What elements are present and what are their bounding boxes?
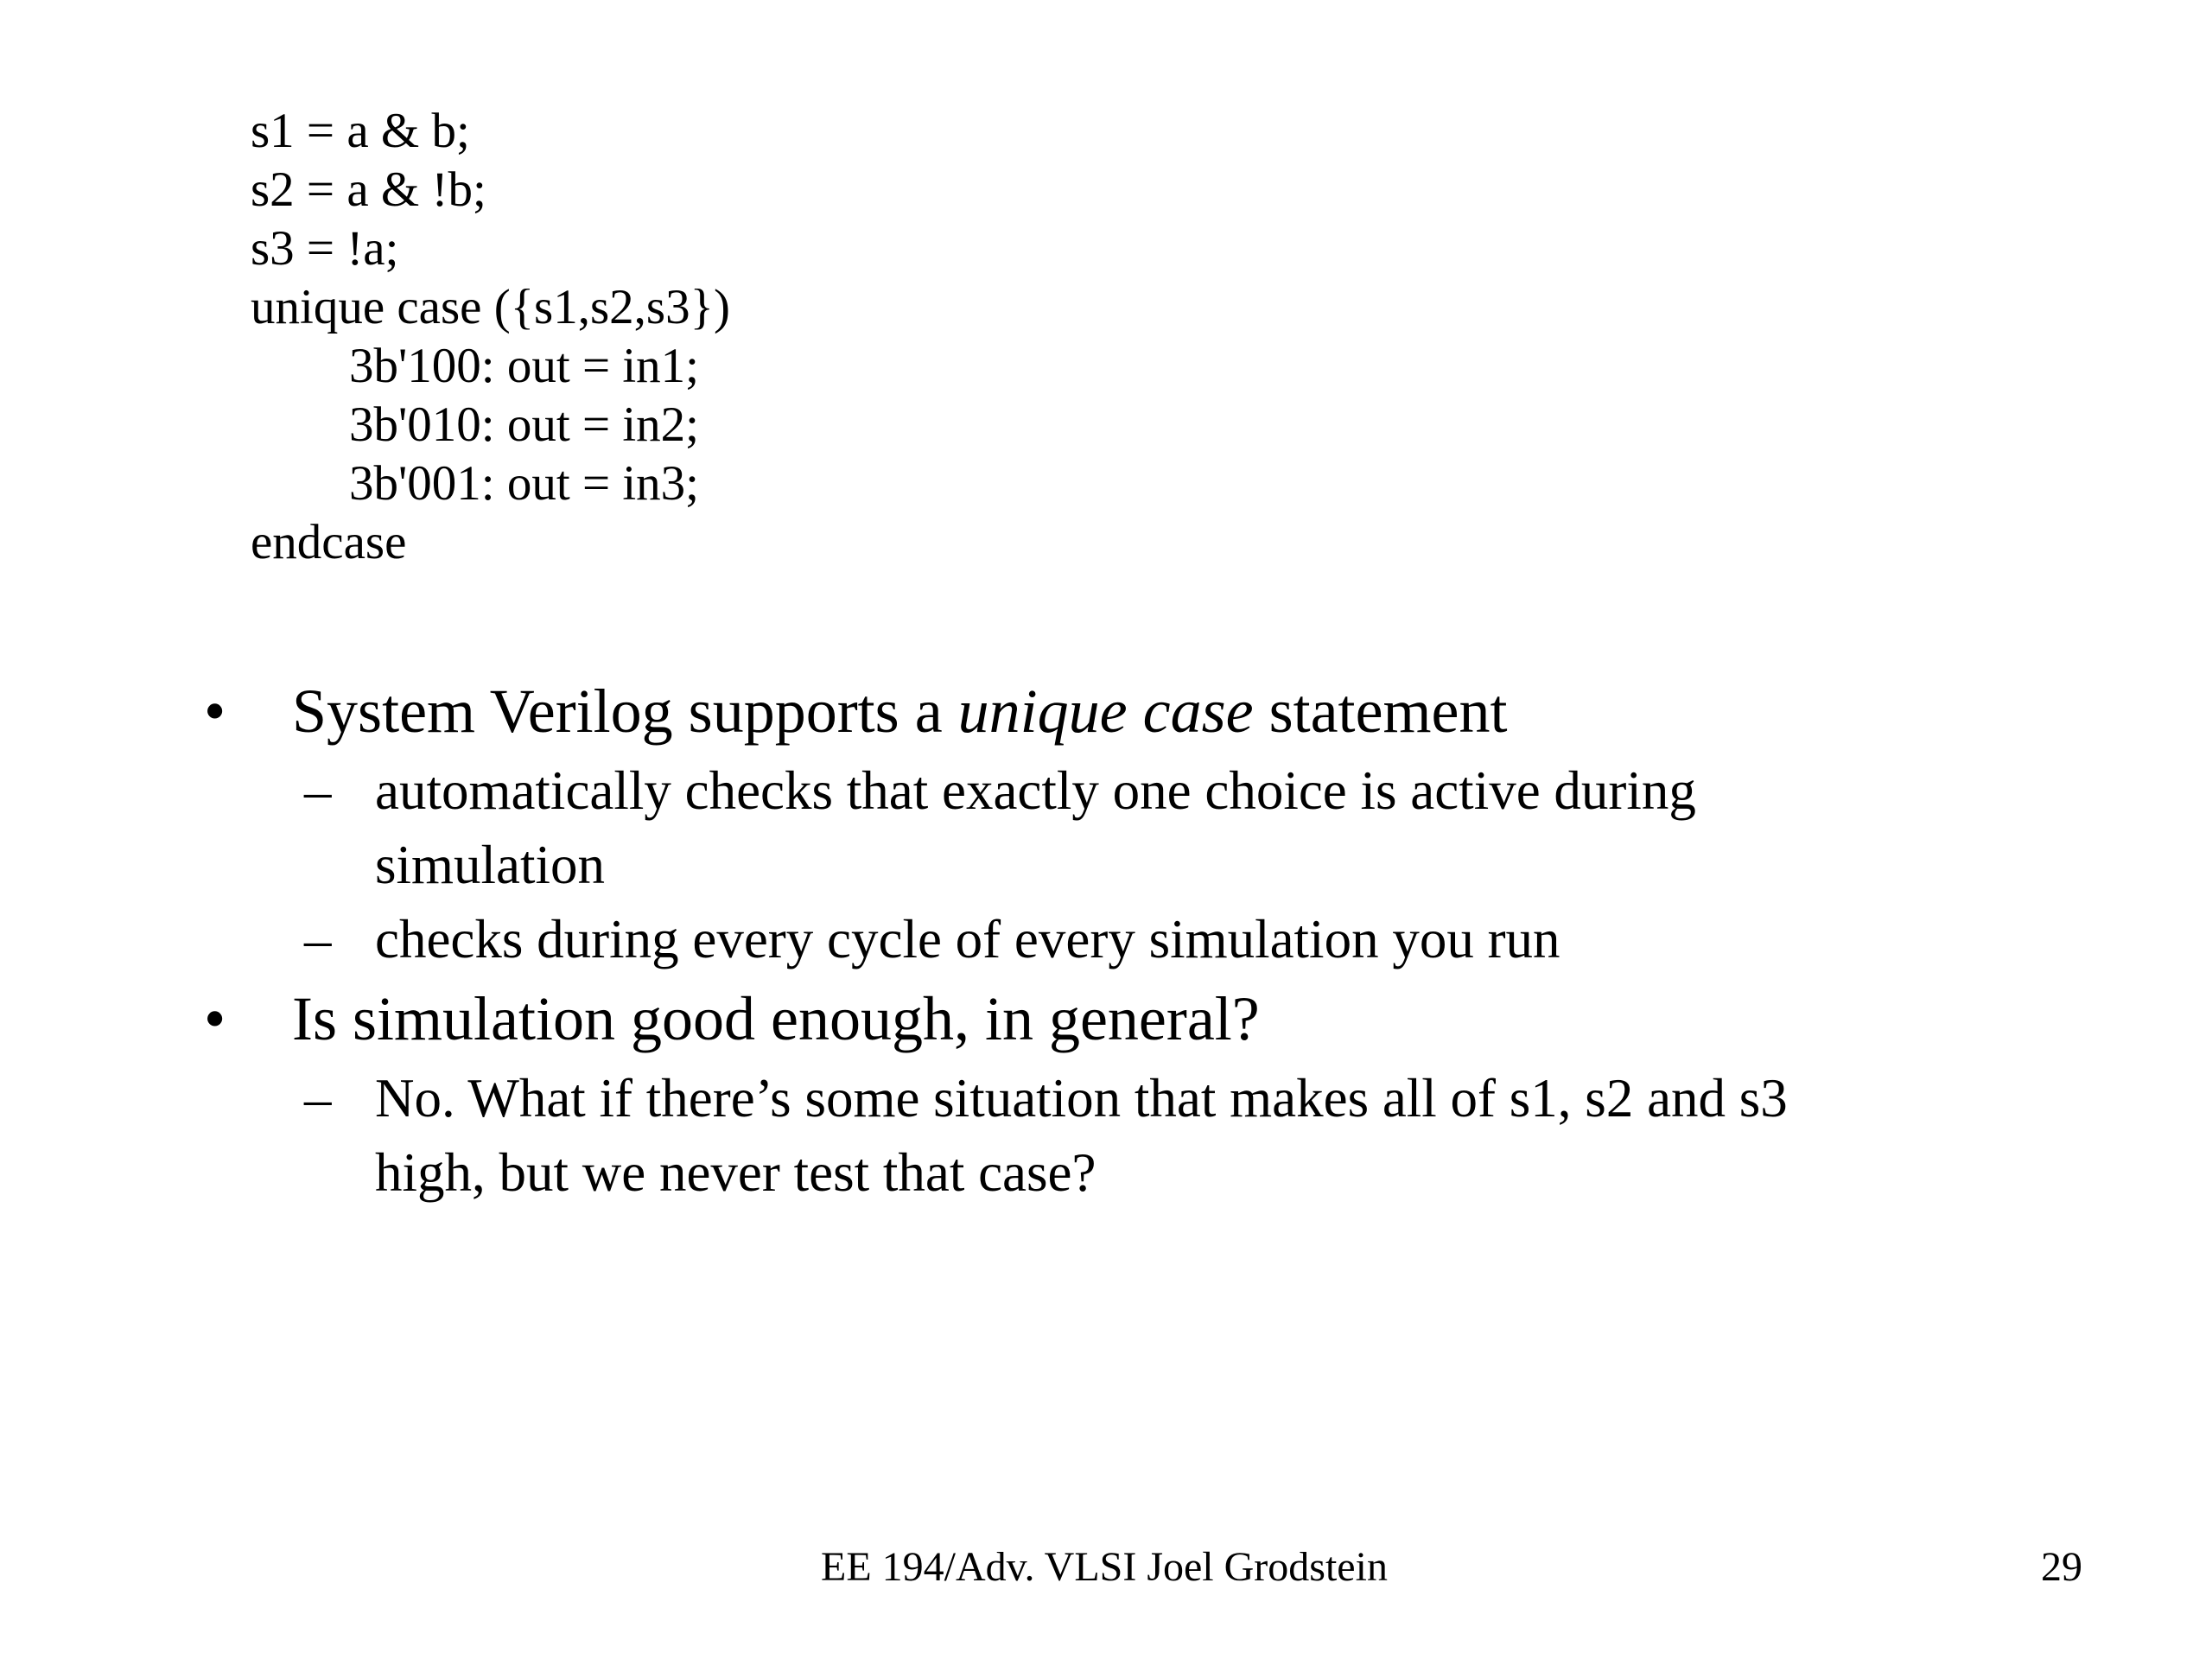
sub-bullet-line: high, but we never test that case? bbox=[375, 1142, 1096, 1203]
sub-bullet-line: simulation bbox=[375, 835, 605, 895]
code-line: 3b'100: out = in1; bbox=[349, 339, 700, 393]
bullet-item bbox=[0, 982, 2212, 1056]
bullet-text-italic: unique case bbox=[957, 677, 1254, 746]
sub-bullet-marker: – bbox=[304, 760, 332, 821]
bullet-text: Is simulation good enough, in general? bbox=[292, 984, 1260, 1053]
bullet-item bbox=[0, 674, 2212, 748]
code-line: unique case ({s1,s2,s3}) bbox=[251, 280, 730, 334]
sub-bullet-text bbox=[375, 902, 2017, 976]
sub-bullet-item bbox=[0, 902, 2212, 976]
sub-bullet-item bbox=[0, 753, 2212, 902]
footer-text: EE 194/Adv. VLSI Joel Grodstein bbox=[821, 1544, 1388, 1590]
sub-bullet-marker: – bbox=[304, 1068, 332, 1128]
bullet-text bbox=[292, 674, 1507, 748]
sub-bullet-marker: – bbox=[304, 909, 332, 969]
code-line: s2 = a & !b; bbox=[251, 162, 486, 217]
sub-bullet-text bbox=[375, 753, 2017, 902]
bullet-text-plain: statement bbox=[1253, 677, 1508, 746]
code-line: endcase bbox=[251, 515, 407, 569]
sub-bullet-line: checks during every cycle of every simulation you run bbox=[375, 909, 1560, 969]
bullet-marker: • bbox=[204, 984, 226, 1053]
bullet-list bbox=[0, 674, 2212, 1210]
code-line: s1 = a & b; bbox=[251, 104, 470, 158]
sub-bullet-text bbox=[375, 1061, 2017, 1210]
bullet-text-plain: System Verilog supports a bbox=[292, 677, 958, 746]
slide-number: 29 bbox=[2041, 1544, 2082, 1590]
code-line: 3b'001: out = in3; bbox=[349, 456, 700, 511]
code-block bbox=[251, 102, 730, 572]
bullet-marker: • bbox=[204, 677, 226, 746]
code-line: 3b'010: out = in2; bbox=[349, 397, 700, 452]
sub-bullet-item bbox=[0, 1061, 2212, 1210]
sub-bullet-line: No. What if there’s some situation that makes all of s1, s2 and s3 bbox=[375, 1068, 1788, 1128]
sub-bullet-line: automatically checks that exactly one choice is active during bbox=[375, 760, 1696, 821]
code-line: s3 = !a; bbox=[251, 221, 399, 276]
